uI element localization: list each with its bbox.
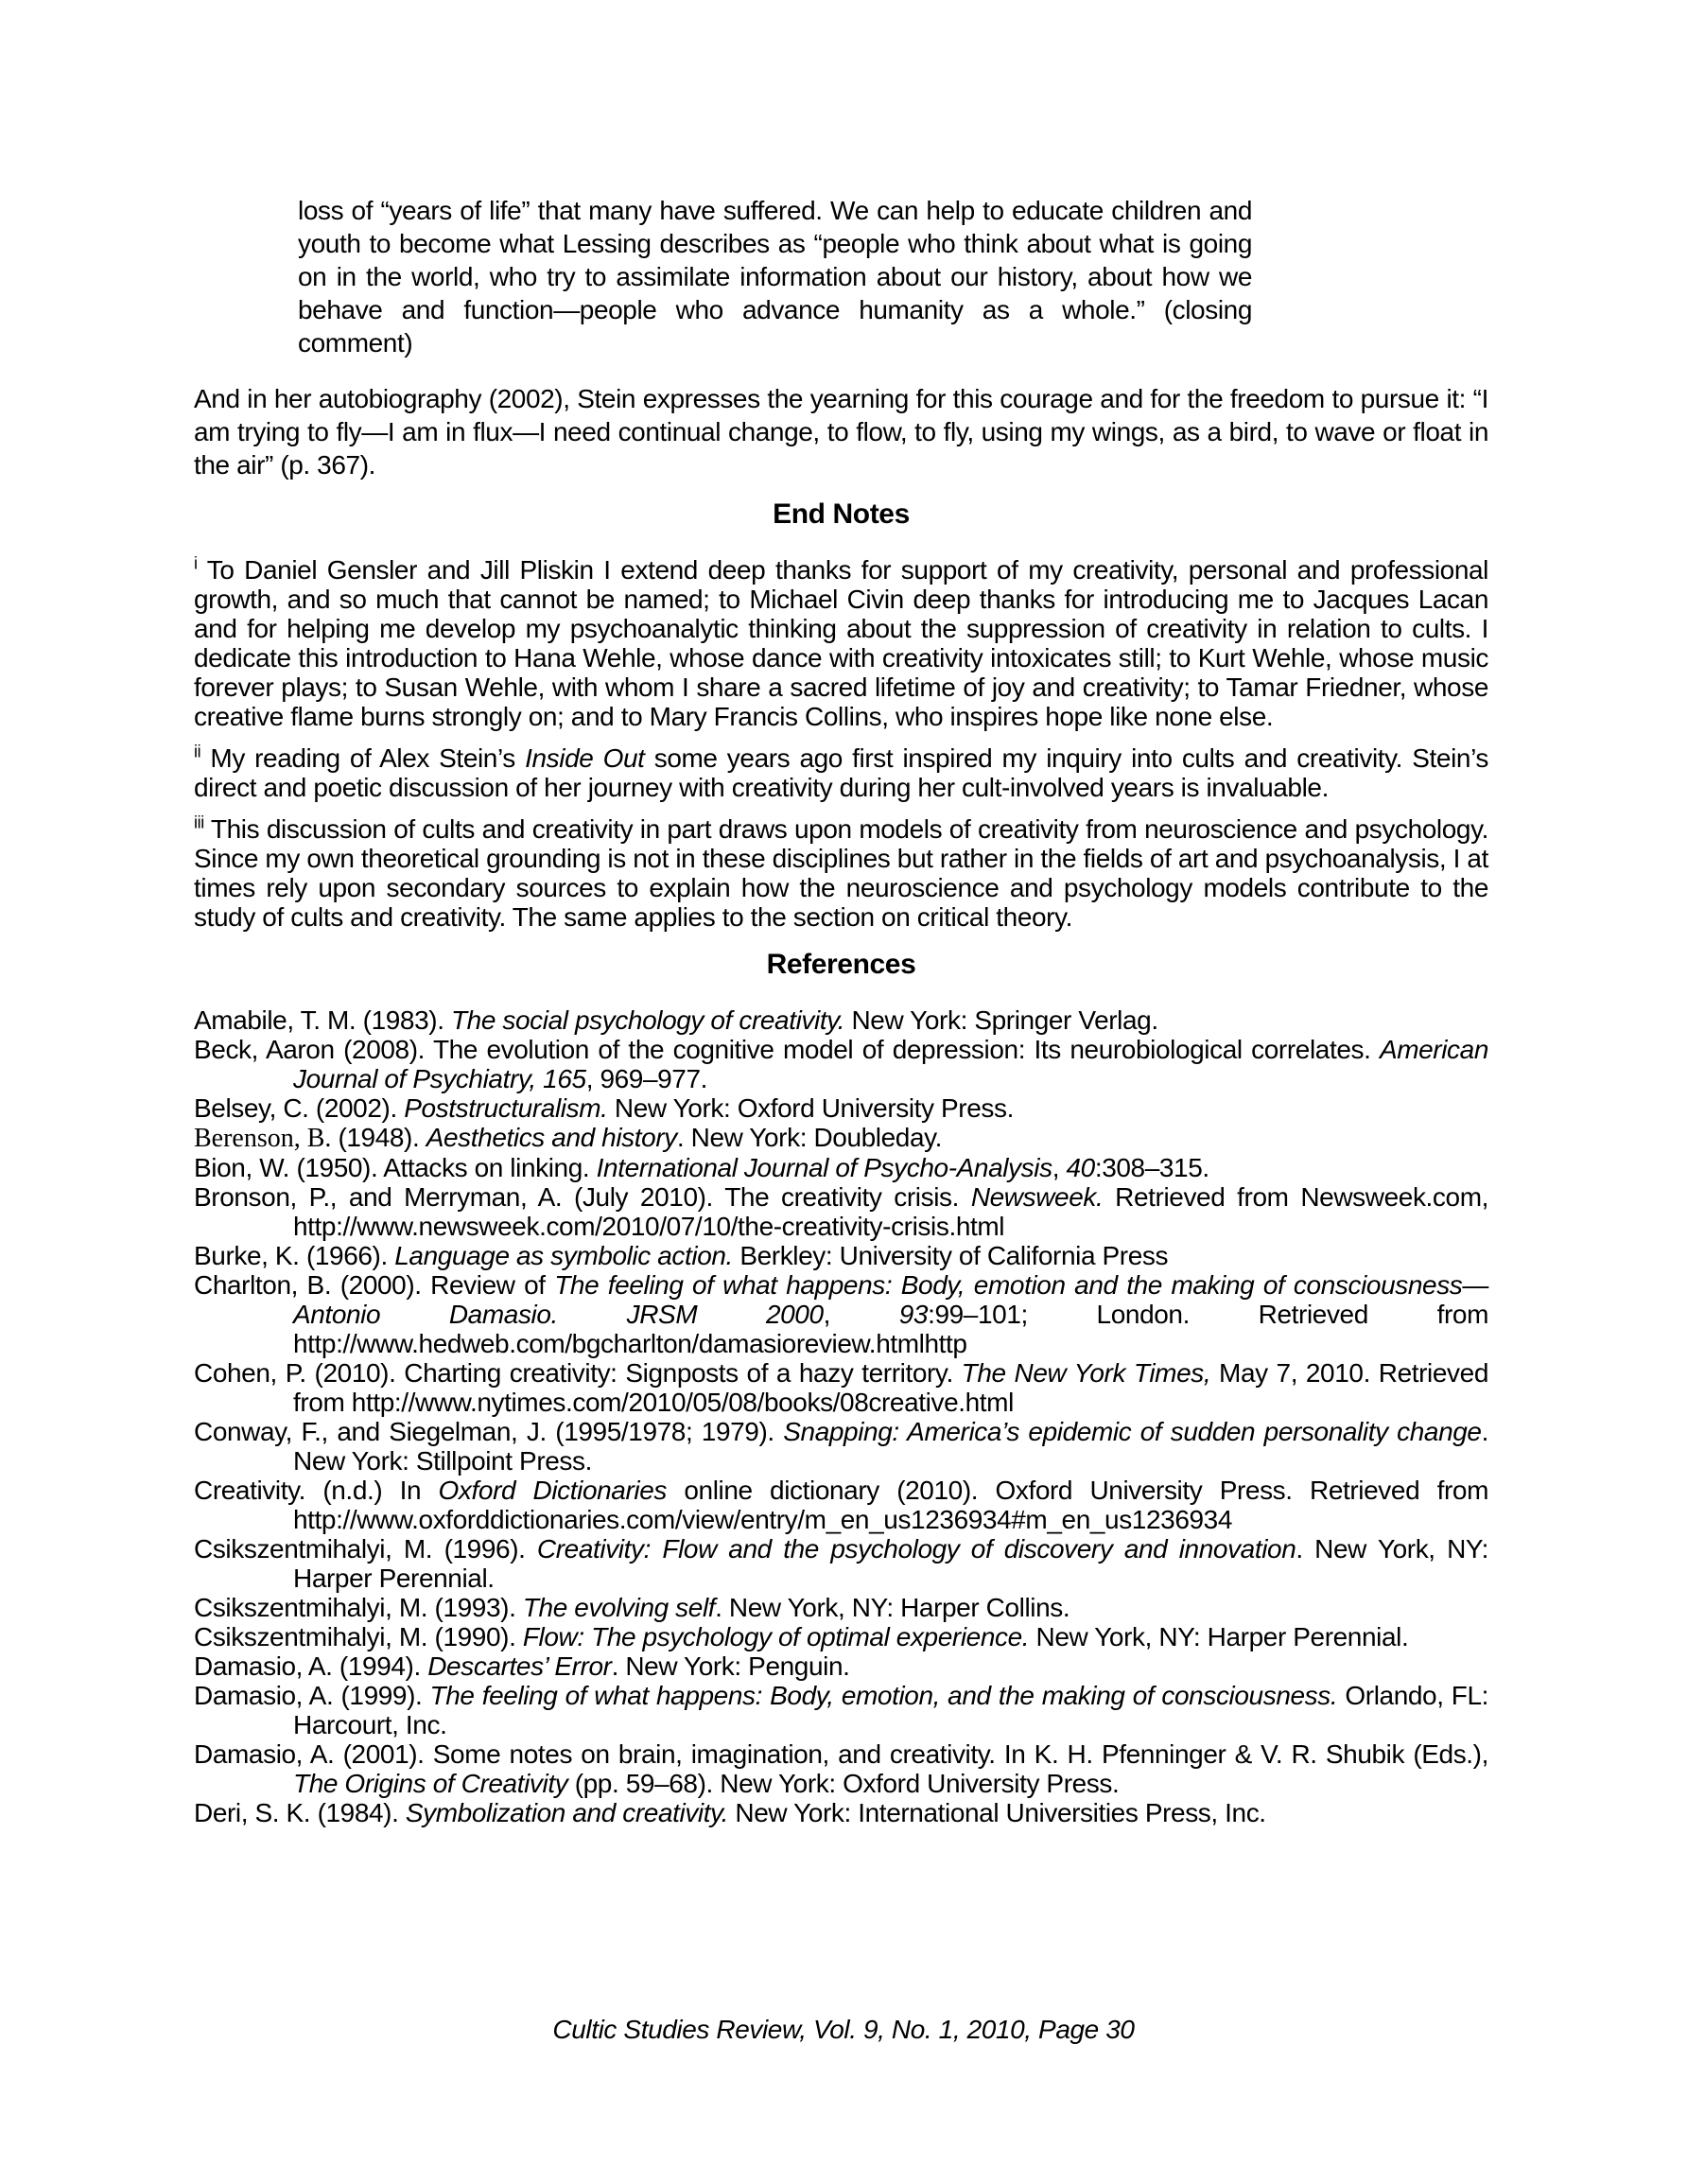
reference-entry: Bion, W. (1950). Attacks on linking. International Journal of Psycho-Analysis, 40:308–315. — [194, 1153, 1209, 1182]
reference-entry: Beck, Aaron (2008). The evolution of the cognitive model of depression: Its neurobiological correlates. American Journal of Psychiatry, 165, 969–977. — [194, 1035, 1488, 1093]
endnote-ii: $^{ii}$ My reading of Alex Stein’s Inside Out some years ago first inspired my inquiry into cults and creativity. Stein’s direct and poetic discussion of her journey with creativity during her cult-involved years is invaluable. — [194, 742, 1488, 802]
reference-entry: Csikszentmihalyi, M. (1990). Flow: The psychology of optimal experience. New York, NY: Harper Perennial. — [194, 1622, 1409, 1651]
reference-entry: Conway, F., and Siegelman, J. (1995/1978; 1979). Snapping: America’s epidemic of sudden personality change. New York: Stillpoint Press. — [194, 1417, 1488, 1476]
endnote-marker: i — [194, 553, 198, 573]
page-footer: Cultic Studies Review, Vol. 9, No. 1, 2010, Page 30 — [552, 2015, 1135, 2044]
endnotes-heading: End Notes — [773, 498, 910, 530]
references-heading: References — [766, 949, 916, 980]
reference-entry: Damasio, A. (1994). Descartes’ Error. New York: Penguin. — [194, 1651, 850, 1681]
block-quote: loss of “years of life” that many have suffered. We can help to educate children and youth to become what Lessing describes as “people who think about what is going on in the world, who try to assimilate information about our history, about how we behave and function—people who advance humanity as a whole.” (closing comment) — [298, 196, 1252, 358]
reference-entry: Damasio, A. (1999). The feeling of what happens: Body, emotion, and the making of consciousness. Orlando, FL: Harcourt, Inc. — [194, 1681, 1488, 1739]
endnote-iii: $^{iii}$ This discussion of cults and creativity in part draws upon models of creativity from neuroscience and psychology. Since my own theoretical grounding is not in these disciplines but rather in the fields of art and psychoanalysis, I at times rely upon secondary sources to explain how the neuroscience and psychology models contribute to the study of cults and creativity. The same applies to the section on critical theory. — [194, 812, 1488, 932]
reference-entry: Burke, K. (1966). Language as symbolic action. Berkley: University of California Press — [194, 1241, 1169, 1270]
paragraph-autobiography: And in her autobiography (2002), Stein expresses the yearning for this courage and for the freedom to pursue it: “I am trying to fly—I am in flux—I need continual change, to flow, to fly, using my wings, as a bird, to wave or float in the air” (p. 367). — [194, 384, 1488, 480]
reference-entry: Belsey, C. (2002). Poststructuralism. New York: Oxford University Press. — [194, 1093, 1014, 1123]
reference-entry: Bronson, P., and Merryman, A. (July 2010). The creativity crisis. Newsweek. Retrieved from Newsweek.com, http://www.newsweek.com/2010/07/10/the-creativity-crisis.html — [194, 1182, 1488, 1241]
references-list — [194, 1005, 1488, 1827]
endnote-marker: ii — [194, 742, 201, 761]
reference-entry: Deri, S. K. (1984). Symbolization and creativity. New York: International Universities Press, Inc. — [194, 1798, 1266, 1827]
endnotes-list — [194, 555, 1488, 932]
reference-entry: Charlton, B. (2000). Review of The feeling of what happens: Body, emotion and the making of consciousness—Antonio Damasio. JRSM 2000, 93:99–101; London. Retrieved from http://www.hedweb.com/bgcharlton/damasioreview.htmlhttp — [194, 1270, 1488, 1358]
reference-entry: Creativity. (n.d.) In Oxford Dictionaries online dictionary (2010). Oxford University Press. Retrieved from http://www.oxforddictionaries.com/view/entry/m_en_us1236934#m_en_us1236934 — [194, 1476, 1488, 1534]
endnote-marker: iii — [194, 812, 204, 832]
reference-entry: Csikszentmihalyi, M. (1993). The evolving self. New York, NY: Harper Collins. — [194, 1593, 1070, 1622]
reference-entry: Cohen, P. (2010). Charting creativity: Signposts of a hazy territory. The New York Times, May 7, 2010. Retrieved from http://www.nytimes.com/2010/05/08/books/08creative.html — [194, 1358, 1488, 1417]
reference-entry: Damasio, A. (2001). Some notes on brain, imagination, and creativity. In K. H. Pfenninger & V. R. Shubik (Eds.), The Origins of Creativity (pp. 59–68). New York: Oxford University Press. — [194, 1739, 1488, 1798]
reference-entry: Berenson, B. (1948). Aesthetics and history. New York: Doubleday. — [194, 1123, 943, 1153]
reference-entry: Csikszentmihalyi, M. (1996). Creativity: Flow and the psychology of discovery and innovation. New York, NY: Harper Perennial. — [194, 1534, 1489, 1593]
endnote-i: $^i$ To Daniel Gensler and Jill Pliskin I extend deep thanks for support of my creativity, personal and professional growth, and so much that cannot be named; to Michael Civin deep thanks for introducing me to Jacques Lacan and for helping me develop my psychoanalytic thinking about the suppression of creativity in relation to cults. I dedicate this introduction to Hana Wehle, whose dance with creativity intoxicates still; to Kurt Wehle, whose music forever plays; to Susan Wehle, with whom I share a sacred lifetime of joy and creativity; to Tamar Friedner, whose creative flame burns strongly on; and to Mary Francis Collins, who inspires hope like none else. — [194, 553, 1488, 731]
reference-entry: Amabile, T. M. (1983). The social psychology of creativity. New York: Springer Verlag. — [194, 1005, 1158, 1035]
